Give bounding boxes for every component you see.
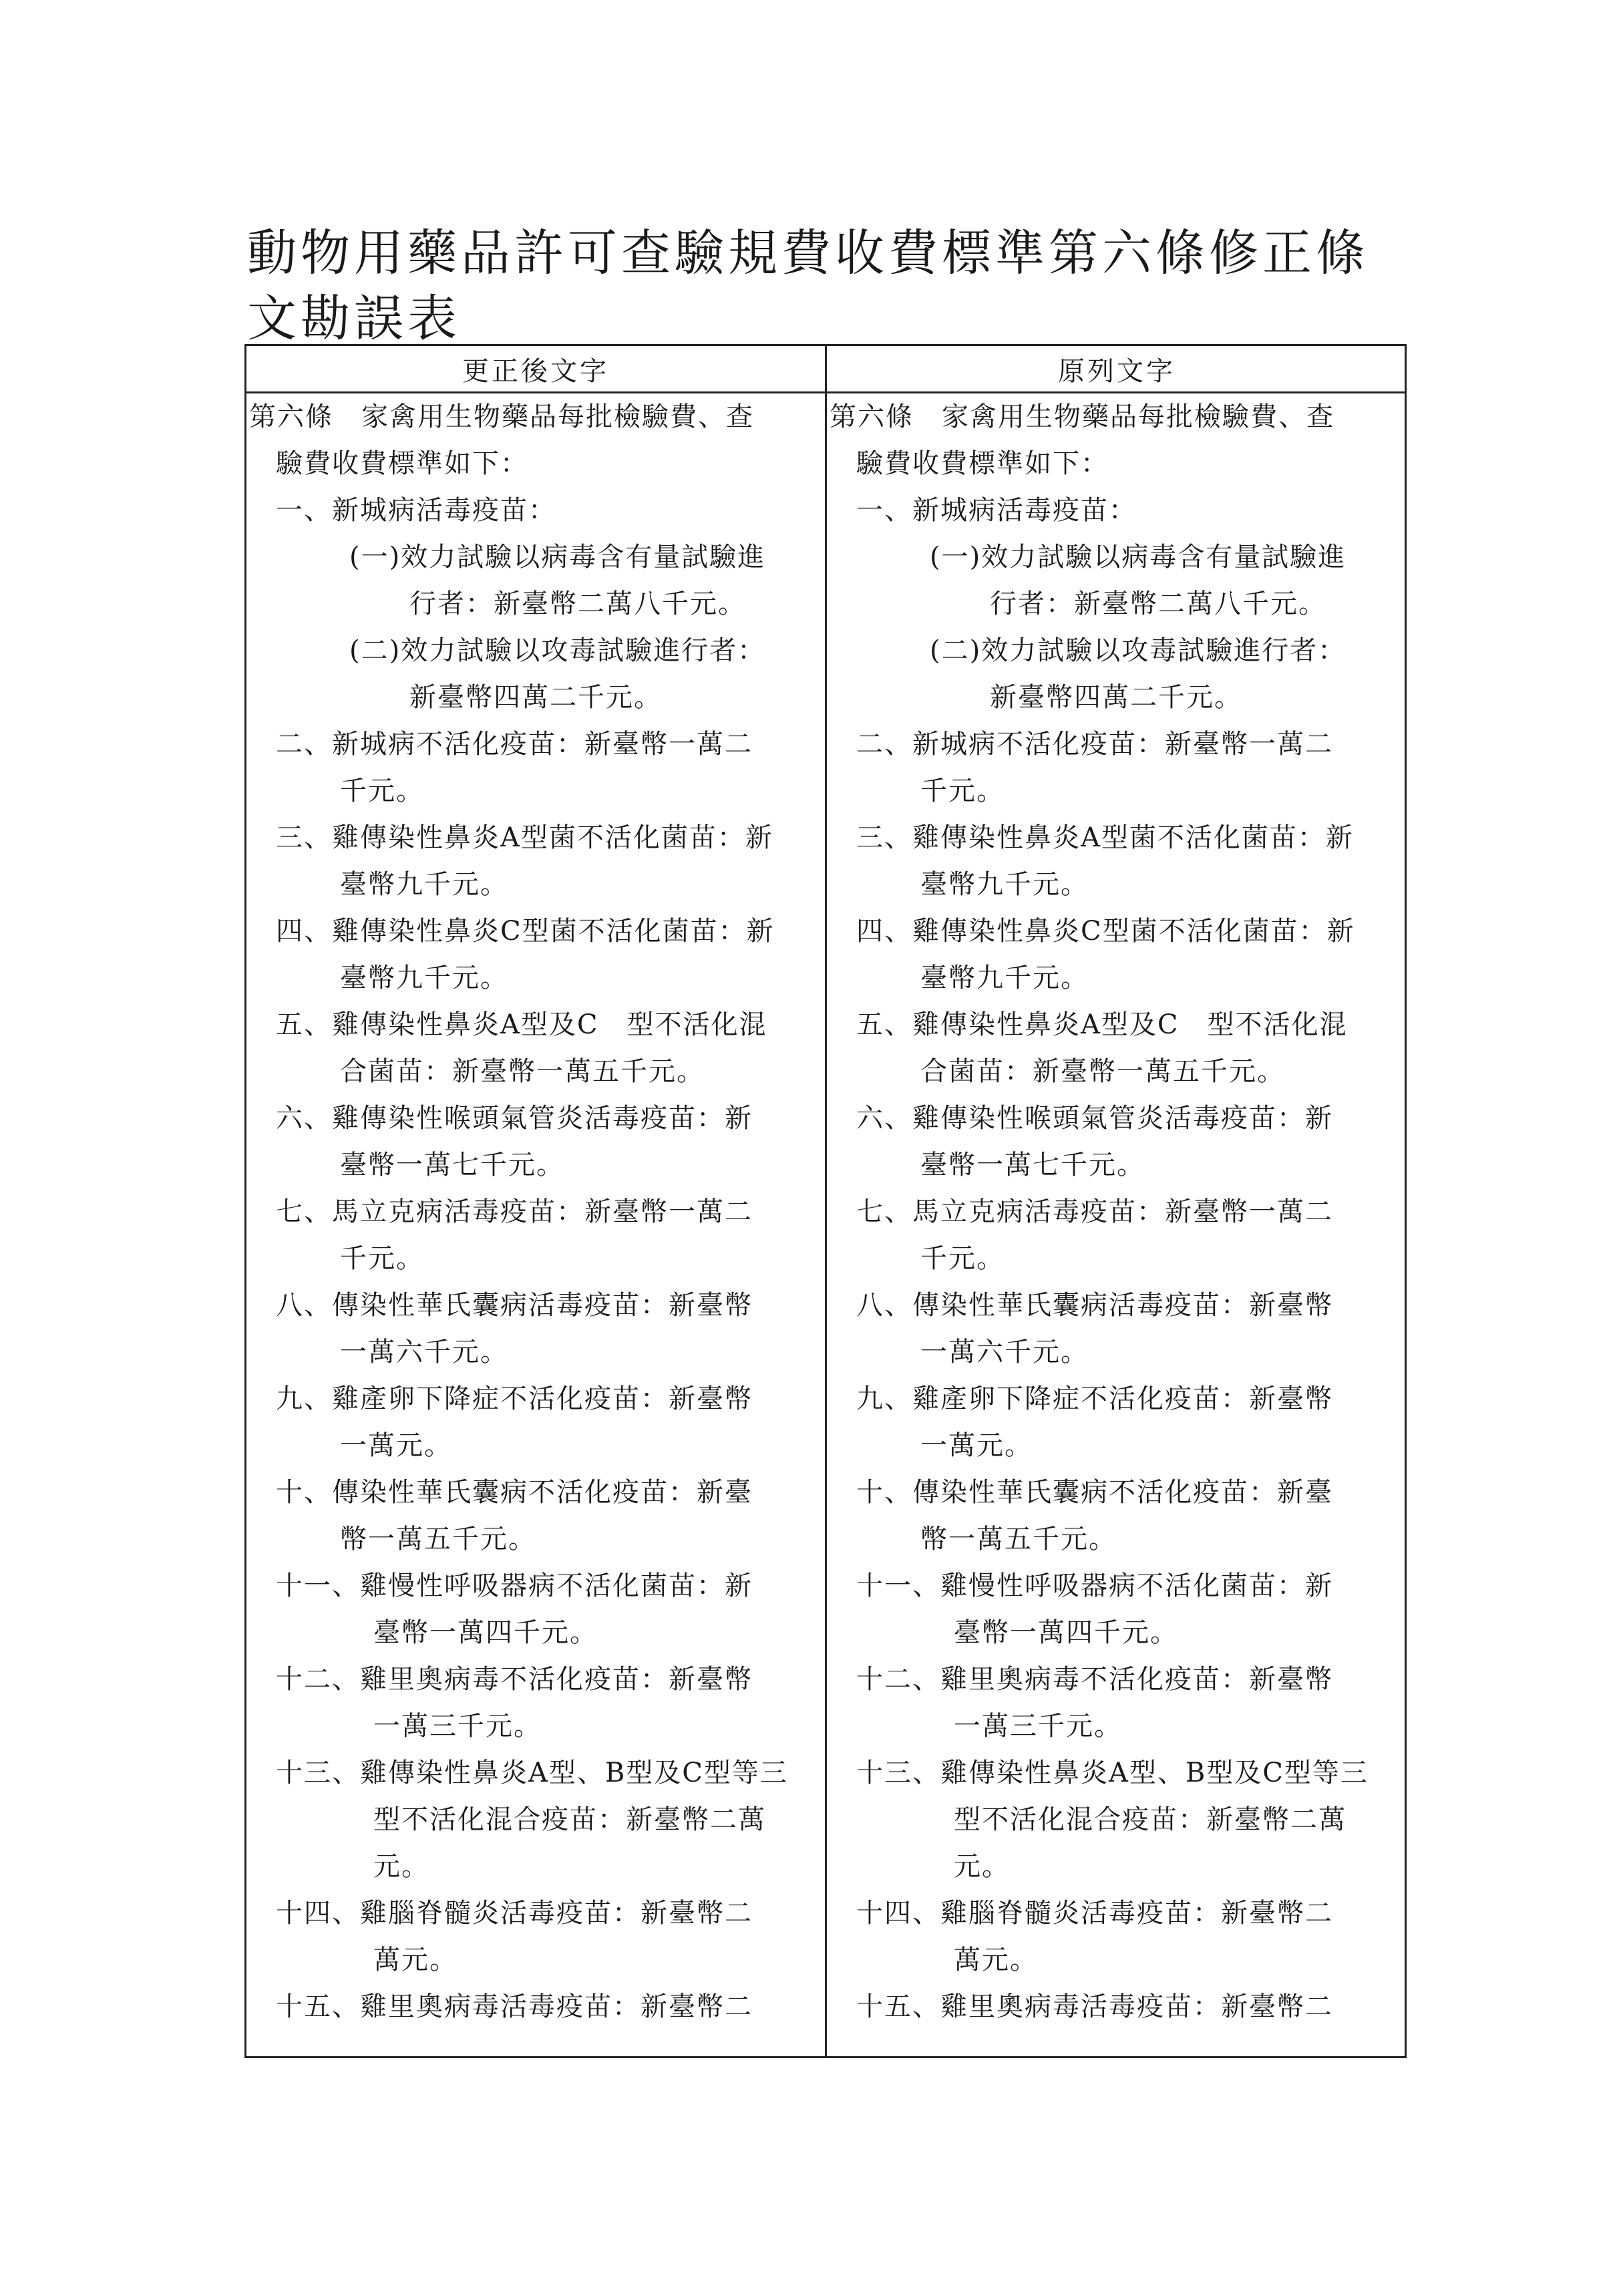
fee-item-line: 元。	[373, 1851, 429, 1882]
fee-item-line: 行者：新臺幣二萬八千元。	[409, 589, 746, 619]
fee-item-line: 千元。	[920, 1243, 1005, 1274]
fee-item-line: 臺幣九千元。	[340, 963, 508, 993]
fee-item-line: 一萬元。	[920, 1430, 1033, 1461]
fee-item-line: 十二、雞里奧病毒不活化疫苗：新臺幣	[276, 1664, 753, 1695]
fee-item-line: 臺幣一萬四千元。	[954, 1617, 1178, 1648]
fee-item-line: 臺幣九千元。	[920, 869, 1089, 900]
fee-item-line: 八、傳染性華氏囊病活毒疫苗：新臺幣	[276, 1290, 753, 1321]
fee-item-line: 合菌苗：新臺幣一萬五千元。	[340, 1056, 705, 1087]
fee-item-line: 千元。	[920, 776, 1005, 806]
fee-item-line: (二)效力試驗以攻毒試驗進行者：	[349, 635, 766, 666]
fee-item-line: 七、馬立克病活毒疫苗：新臺幣一萬二	[856, 1196, 1333, 1227]
corrected-text-column	[249, 393, 828, 2030]
fee-item-line: 九、雞產卵下降症不活化疫苗：新臺幣	[276, 1383, 753, 1414]
fee-item	[830, 1656, 1408, 1750]
fee-item-line: 臺幣九千元。	[340, 869, 508, 900]
fee-item-line: 八、傳染性華氏囊病活毒疫苗：新臺幣	[856, 1290, 1333, 1321]
fee-item	[249, 1095, 828, 1188]
fee-item-line: 十一、雞慢性呼吸器病不活化菌苗：新	[856, 1571, 1333, 1601]
fee-item	[830, 487, 1408, 534]
fee-item-line: 一萬三千元。	[954, 1711, 1122, 1742]
fee-item	[830, 1750, 1408, 1890]
fee-item-line: 一萬元。	[340, 1430, 452, 1461]
fee-item	[249, 1282, 828, 1375]
header-original-text: 原列文字	[1058, 355, 1176, 387]
fee-item-line: 四、雞傳染性鼻炎C型菌不活化菌苗：新	[856, 916, 1355, 947]
fee-item-line: (一)效力試驗以病毒含有量試驗進	[930, 542, 1347, 572]
fee-item-line: 行者：新臺幣二萬八千元。	[990, 589, 1326, 619]
fee-item	[249, 1890, 828, 1983]
fee-item	[249, 1563, 828, 1656]
fee-item	[830, 1188, 1408, 1282]
title-line-1: 動物用藥品許可查驗規費收費標準第六條修正條	[247, 224, 1369, 282]
fee-item-line: 二、新城病不活化疫苗：新臺幣一萬二	[276, 729, 753, 760]
fee-item-line: 幣一萬五千元。	[340, 1524, 536, 1554]
fee-item	[249, 1656, 828, 1750]
fee-item	[830, 1095, 1408, 1188]
header-corrected-text: 更正後文字	[462, 355, 609, 387]
fee-item-line: 萬元。	[954, 1945, 1038, 1975]
fee-item	[249, 534, 828, 627]
fee-item-line: 十三、雞傳染性鼻炎A型、B型及C型等三	[856, 1758, 1369, 1788]
fee-item	[249, 1188, 828, 1282]
fee-item-line: 十二、雞里奧病毒不活化疫苗：新臺幣	[856, 1664, 1333, 1695]
fee-item	[249, 1983, 828, 2030]
fee-item-line: 臺幣一萬七千元。	[920, 1150, 1145, 1180]
fee-item-line: 十、傳染性華氏囊病不活化疫苗：新臺	[856, 1477, 1333, 1508]
fee-item-line: 三、雞傳染性鼻炎A型菌不活化菌苗：新	[276, 822, 773, 853]
fee-item-line: 七、馬立克病活毒疫苗：新臺幣一萬二	[276, 1196, 753, 1227]
fee-item	[830, 814, 1408, 908]
fee-item	[830, 534, 1408, 627]
fee-item	[249, 1001, 828, 1095]
fee-item-line: 合菌苗：新臺幣一萬五千元。	[920, 1056, 1285, 1087]
fee-item-line: 元。	[954, 1851, 1010, 1882]
fee-item	[830, 1001, 1408, 1095]
fee-item	[830, 1890, 1408, 1983]
title-line-2: 文勘誤表	[247, 290, 461, 347]
fee-item-line: 幣一萬五千元。	[920, 1524, 1117, 1554]
fee-item	[249, 721, 828, 814]
fee-item	[830, 1282, 1408, 1375]
fee-item-line: 型不活化混合疫苗：新臺幣二萬	[954, 1804, 1347, 1835]
fee-item	[830, 1375, 1408, 1469]
fee-item-line: 臺幣一萬七千元。	[340, 1150, 564, 1180]
fee-item-line: 一萬三千元。	[373, 1711, 542, 1742]
fee-item-line: 十四、雞腦脊髓炎活毒疫苗：新臺幣二	[856, 1898, 1333, 1929]
fee-item	[249, 1375, 828, 1469]
fee-item-line: 一、新城病活毒疫苗：	[856, 495, 1137, 526]
fee-item-line: 六、雞傳染性喉頭氣管炎活毒疫苗：新	[276, 1103, 753, 1134]
fee-item-line: 九、雞產卵下降症不活化疫苗：新臺幣	[856, 1383, 1333, 1414]
fee-item-line: 十三、雞傳染性鼻炎A型、B型及C型等三	[276, 1758, 788, 1788]
fee-item-line: 新臺幣四萬二千元。	[409, 682, 662, 713]
article-heading-line: 第六條 家禽用生物藥品每批檢驗費、查	[830, 401, 1334, 432]
original-text-column	[830, 393, 1408, 2030]
fee-item-line: 一萬六千元。	[340, 1337, 508, 1367]
document-title	[247, 220, 1423, 351]
fee-item-line: 千元。	[340, 1243, 424, 1274]
fee-item-line: 二、新城病不活化疫苗：新臺幣一萬二	[856, 729, 1333, 760]
fee-item-line: 四、雞傳染性鼻炎C型菌不活化菌苗：新	[276, 916, 775, 947]
fee-item	[249, 814, 828, 908]
article-heading-line: 第六條 家禽用生物藥品每批檢驗費、查	[249, 401, 754, 432]
fee-item	[249, 487, 828, 534]
fee-item-line: 十五、雞里奧病毒活毒疫苗：新臺幣二	[856, 1991, 1333, 2022]
fee-item-line: 十五、雞里奧病毒活毒疫苗：新臺幣二	[276, 1991, 753, 2022]
corrigendum-table	[244, 344, 1407, 2058]
fee-item-line: 十、傳染性華氏囊病不活化疫苗：新臺	[276, 1477, 753, 1508]
fee-item	[830, 627, 1408, 721]
fee-item	[249, 908, 828, 1001]
fee-item-line: 三、雞傳染性鼻炎A型菌不活化菌苗：新	[856, 822, 1354, 853]
article-heading-line: 驗費收費標準如下：	[276, 448, 528, 479]
fee-item-line: 五、雞傳染性鼻炎A型及C 型不活化混	[856, 1009, 1348, 1040]
fee-item-line: 十一、雞慢性呼吸器病不活化菌苗：新	[276, 1571, 753, 1601]
fee-item-line: 十四、雞腦脊髓炎活毒疫苗：新臺幣二	[276, 1898, 753, 1929]
fee-item-line: 臺幣九千元。	[920, 963, 1089, 993]
fee-item	[830, 1469, 1408, 1563]
fee-item-line: (一)效力試驗以病毒含有量試驗進	[349, 542, 766, 572]
fee-item-line: 千元。	[340, 776, 424, 806]
fee-item	[830, 1563, 1408, 1656]
fee-item	[249, 627, 828, 721]
article-heading-line: 驗費收費標準如下：	[856, 448, 1109, 479]
fee-item-line: 六、雞傳染性喉頭氣管炎活毒疫苗：新	[856, 1103, 1333, 1134]
fee-item	[830, 1983, 1408, 2030]
fee-item-line: 一、新城病活毒疫苗：	[276, 495, 556, 526]
fee-item-line: 新臺幣四萬二千元。	[990, 682, 1242, 713]
fee-item-line: (二)效力試驗以攻毒試驗進行者：	[930, 635, 1347, 666]
fee-item-line: 型不活化混合疫苗：新臺幣二萬	[373, 1804, 766, 1835]
fee-item-line: 五、雞傳染性鼻炎A型及C 型不活化混	[276, 1009, 767, 1040]
fee-item	[830, 908, 1408, 1001]
fee-item-line: 一萬六千元。	[920, 1337, 1089, 1367]
fee-item	[830, 721, 1408, 814]
fee-item-line: 臺幣一萬四千元。	[373, 1617, 598, 1648]
fee-item-line: 萬元。	[373, 1945, 458, 1975]
fee-item	[249, 1469, 828, 1563]
fee-item	[249, 1750, 828, 1890]
